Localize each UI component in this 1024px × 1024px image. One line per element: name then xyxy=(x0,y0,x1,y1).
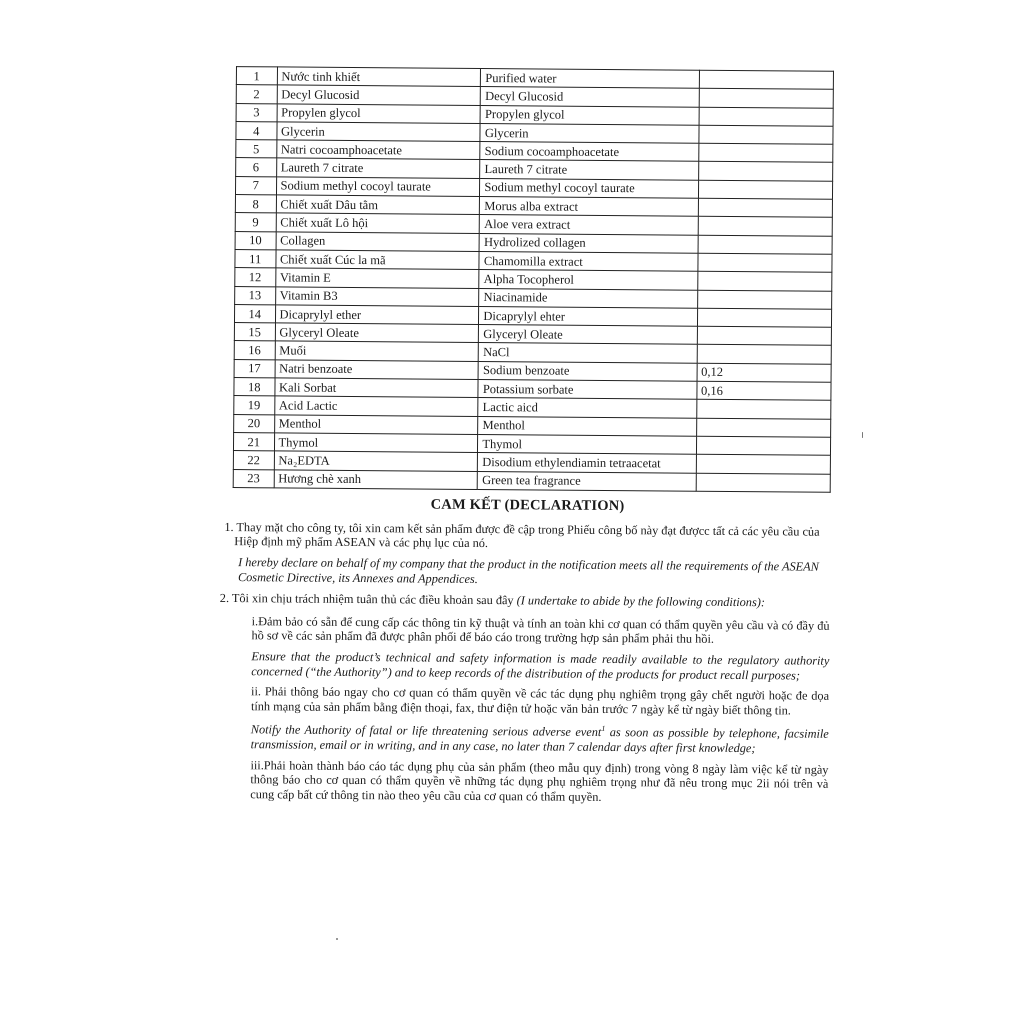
ingredients-table xyxy=(233,66,834,493)
row-number: 7 xyxy=(235,176,276,195)
row-number: 6 xyxy=(236,158,277,177)
vietnamese-name-cell: Vitamin E xyxy=(275,268,479,288)
concentration-cell xyxy=(696,454,831,473)
vietnamese-name-cell: Hương chè xanh xyxy=(274,469,478,489)
row-number: 17 xyxy=(234,359,275,378)
vietnamese-name-cell: Laureth 7 citrate xyxy=(276,158,480,178)
concentration-cell xyxy=(699,70,834,89)
inci-name-cell: Dicaprylyl ehter xyxy=(479,306,697,326)
concentration-cell xyxy=(697,271,832,290)
inci-name-cell: Aloe vera extract xyxy=(480,215,698,235)
inci-name-cell: Disodium ethylendiamin tetraacetat xyxy=(478,453,696,473)
inci-name-cell: Sodium methyl cocoyl taurate xyxy=(480,178,698,198)
row-number: 21 xyxy=(233,432,274,451)
inci-name-cell: Menthol xyxy=(478,416,696,436)
inci-name-cell: Morus alba extract xyxy=(480,197,698,217)
row-number: 4 xyxy=(236,121,277,140)
vietnamese-name-cell: Chiết xuất Lô hội xyxy=(276,213,480,233)
declaration-item-2-vn: 2. Tôi xin chịu trách nhiệm tuân thủ các điều khoản sau đây xyxy=(219,591,514,608)
table-row xyxy=(233,469,830,492)
condition-ii-en xyxy=(251,720,829,757)
vietnamese-name-cell: Propylen glycol xyxy=(277,103,481,123)
inci-name-cell: Laureth 7 citrate xyxy=(480,160,698,180)
concentration-cell: 0,16 xyxy=(696,381,831,400)
inci-name-cell: Green tea fragrance xyxy=(478,471,696,491)
vietnamese-name-cell: Glycerin xyxy=(276,122,480,142)
inci-name-cell: Decyl Glucosid xyxy=(481,87,699,107)
row-number: 12 xyxy=(235,268,276,287)
condition-ii-en-part-b: as soon as possible by telephone, facsimile transmission, email or in writing, and in any case, no later than 7 calendar days after first knowledge; xyxy=(250,725,829,756)
concentration-cell xyxy=(697,290,832,309)
row-number: 22 xyxy=(233,451,274,470)
inci-name-cell: Chamomilla extract xyxy=(479,251,697,271)
row-number: 23 xyxy=(233,469,274,488)
row-number: 13 xyxy=(235,286,276,305)
footnote-marker: 1 xyxy=(601,724,606,734)
concentration-cell xyxy=(696,418,831,437)
vietnamese-name-cell: Collagen xyxy=(276,232,480,252)
concentration-cell xyxy=(699,107,834,126)
row-number: 1 xyxy=(236,67,277,86)
vietnamese-name-cell: Decyl Glucosid xyxy=(277,85,481,105)
inci-name-cell: Propylen glycol xyxy=(480,105,698,125)
row-number: 9 xyxy=(235,213,276,232)
vietnamese-name-cell: Na₂EDTA xyxy=(274,451,478,471)
concentration-cell xyxy=(698,143,833,162)
vietnamese-name-cell: Natri cocoamphoacetate xyxy=(276,140,480,160)
vietnamese-name-cell: Nước tinh khiết xyxy=(277,67,481,87)
inci-name-cell: Glycerin xyxy=(480,123,698,143)
row-number: 20 xyxy=(234,414,275,433)
vietnamese-name-cell: Menthol xyxy=(274,415,478,435)
row-number: 18 xyxy=(234,378,275,397)
scan-speck xyxy=(862,432,863,438)
vietnamese-name-cell: Muối xyxy=(275,341,479,361)
inci-name-cell: Lactic aicd xyxy=(478,398,696,418)
inci-name-cell: Hydrolized collagen xyxy=(479,233,697,253)
row-number: 2 xyxy=(236,85,277,104)
declaration-item-2-en: (I undertake to abide by the following conditions): xyxy=(516,593,766,610)
condition-ii-vn: ii. Phải thông báo ngay cho cơ quan có thẩm quyền về các tác dụng phụ nghiêm trọng gây chết người hoặc đe dọa tính mạng của sản phẩm bằng điện thoại, fax, thư điện tử hoặc văn bản trước 7 ngày kể từ ngày biết thông tin. xyxy=(250,684,830,718)
declaration-item-1-vn: 1. Thay mặt cho công ty, tôi xin cam kết sản phẩm được đề cập trong Phiếu công bố này đạt đượcc tất cả các yêu cầu của Hiệp định mỹ phẩm ASEAN và các phụ lục của nó. xyxy=(224,519,820,551)
inci-name-cell: Purified water xyxy=(481,68,699,88)
vietnamese-name-cell: Kali Sorbat xyxy=(274,378,478,398)
declaration-item-2 xyxy=(220,591,830,610)
vietnamese-name-cell: Acid Lactic xyxy=(274,396,478,416)
concentration-cell xyxy=(696,400,831,419)
concentration-cell: 0,12 xyxy=(697,363,832,382)
declaration-item-1-en: I hereby declare on behalf of my company that the product in the notification meets all the requirements of the ASEAN Cosmetic Directive, its Annexes and Appendices. xyxy=(237,555,819,586)
concentration-cell xyxy=(698,198,833,217)
condition-iii-vn: iii.Phải hoàn thành báo cáo tác dụng phụ của sản phẩm (theo mẫu quy định) trong vòng 8 ngày làm việc kể từ ngày thông báo cho cơ quan có thẩm quyền về những tác dụng phụ nghiêm trọng như đã nêu trong mục 2ii nói trên và cung cấp bất cứ thông tin nào theo yêu cầu của cơ quan có thẩm quyền. xyxy=(250,757,829,804)
vietnamese-name-cell: Chiết xuất Cúc la mã xyxy=(275,250,479,270)
vietnamese-name-cell: Chiết xuất Dâu tằm xyxy=(276,195,480,215)
concentration-cell xyxy=(698,162,833,181)
inci-name-cell: Glyceryl Oleate xyxy=(479,325,697,345)
row-number: 15 xyxy=(234,323,275,342)
vietnamese-name-cell: Vitamin B3 xyxy=(275,286,479,306)
inci-name-cell: Potassium sorbate xyxy=(478,380,696,400)
vietnamese-name-cell: Sodium methyl cocoyl taurate xyxy=(276,177,480,197)
concentration-cell xyxy=(698,180,833,199)
concentration-cell xyxy=(698,235,833,254)
inci-name-cell: Sodium cocoamphoacetate xyxy=(480,142,698,162)
concentration-cell xyxy=(697,326,832,345)
concentration-cell xyxy=(697,345,832,364)
concentration-cell xyxy=(696,473,831,492)
concentration-cell xyxy=(697,253,832,272)
row-number: 19 xyxy=(234,396,275,415)
concentration-cell xyxy=(698,217,833,236)
document-sheet xyxy=(219,66,834,812)
condition-i-vn: i.Đảm bảo có sẵn để cung cấp các thông tin kỹ thuật và tính an toàn khi cơ quan có thẩm quyền yêu cầu và có đầy đủ hồ sơ về các sản phẩm đã được phân phối để báo cáo trong trường hợp sản phẩm phải thu hồi. xyxy=(251,613,830,647)
vietnamese-name-cell: Dicaprylyl ether xyxy=(275,305,479,325)
ingredients-table-body xyxy=(233,67,833,493)
concentration-cell xyxy=(699,125,834,144)
vietnamese-name-cell: Glyceryl Oleate xyxy=(275,323,479,343)
row-number: 11 xyxy=(235,250,276,269)
concentration-cell xyxy=(696,436,831,455)
concentration-cell xyxy=(699,88,834,107)
concentration-cell xyxy=(697,308,832,327)
row-number: 5 xyxy=(236,140,277,159)
inci-name-cell: Alpha Tocopherol xyxy=(479,270,697,290)
vietnamese-name-cell: Natri benzoate xyxy=(275,360,479,380)
inci-name-cell: Thymol xyxy=(478,434,696,454)
row-number: 10 xyxy=(235,231,276,250)
inci-name-cell: Sodium benzoate xyxy=(478,361,696,381)
inci-name-cell: Niacinamide xyxy=(479,288,697,308)
condition-ii-en-part-a: Notify the Authority of fatal or life threatening serious adverse event xyxy=(250,722,602,740)
row-number: 14 xyxy=(234,304,275,323)
row-number: 16 xyxy=(234,341,275,360)
row-number: 3 xyxy=(236,103,277,122)
declaration-title: CAM KẾT (DECLARATION) xyxy=(430,496,625,514)
scan-speck xyxy=(336,938,338,940)
condition-i-en: Ensure that the product’s technical and safety information is made readily available to the regulatory authority concerned (“the Authority”) and to keep records of the distribution of the products for product recall purposes; xyxy=(251,649,830,683)
row-number: 8 xyxy=(235,195,276,214)
vietnamese-name-cell: Thymol xyxy=(274,433,478,453)
inci-name-cell: NaCl xyxy=(479,343,697,363)
